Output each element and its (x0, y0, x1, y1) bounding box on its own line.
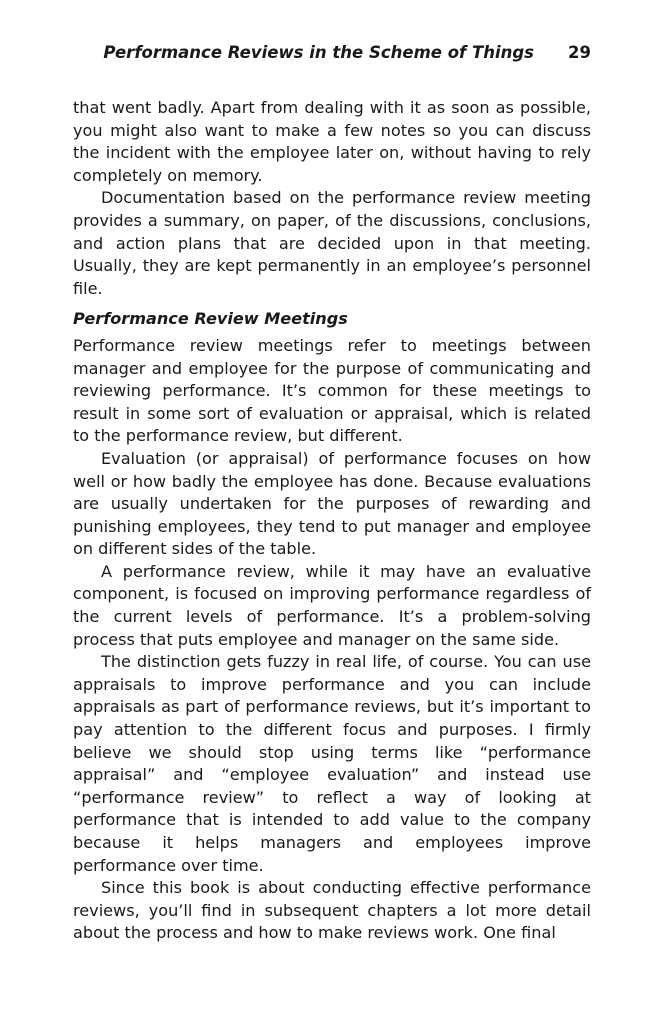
paragraph: Documentation based on the performance review meeting provides a summary, on paper, of the discussions, conclusions, and action plans that are decided upon in that meeting. Usually, they are kept permanently in an employee’s personnel file. (73, 188, 591, 298)
book-page (73, 40, 591, 945)
paragraph: The distinction gets fuzzy in real life, of course. You can use appraisals to improve performance and you can include appraisals as part of performance reviews, but it’s important to pay attention to the different focus and purposes. I firmly believe we should stop using terms like “performance appraisal” and “employee evaluation” and instead use “performance review” to reflect a way of looking at performance that is intended to add value to the company because it helps managers and employees improve performance over time. (73, 652, 591, 875)
body-text (73, 97, 591, 945)
page-number: 29 (568, 43, 591, 62)
paragraph: Evaluation (or appraisal) of performance focuses on how well or how badly the employee has done. Because evaluations are usually undertaken for the purposes of rewarding and punishing employees, they tend to put manager and employee on different sides of the table. (73, 448, 591, 559)
paragraph: Since this book is about conducting effective performance reviews, you’ll find in subsequent chapters a lot more detail about the process and how to make reviews work. One final (73, 878, 591, 943)
paragraph: that went badly. Apart from dealing with it as soon as possible, you might also want to make a few notes so you can discuss the incident with the employee later on, without having to rely completely on memory. (73, 98, 591, 185)
paragraph: Performance review meetings refer to meetings between manager and employee for the purpose of communicating and reviewing performance. It’s common for these meetings to result in some sort of evaluation or appraisal, which is related to the performance review, but different. (73, 335, 591, 446)
running-head (73, 40, 591, 66)
section-heading: Performance Review Meetings (73, 309, 348, 329)
paragraph: A performance review, while it may have an evaluative component, is focused on improving performance regardless of the current levels of performance. It’s a problem-solving process that puts employee and manager on the same side. (73, 561, 591, 649)
running-head-title: Performance Reviews in the Scheme of Things (103, 43, 534, 62)
